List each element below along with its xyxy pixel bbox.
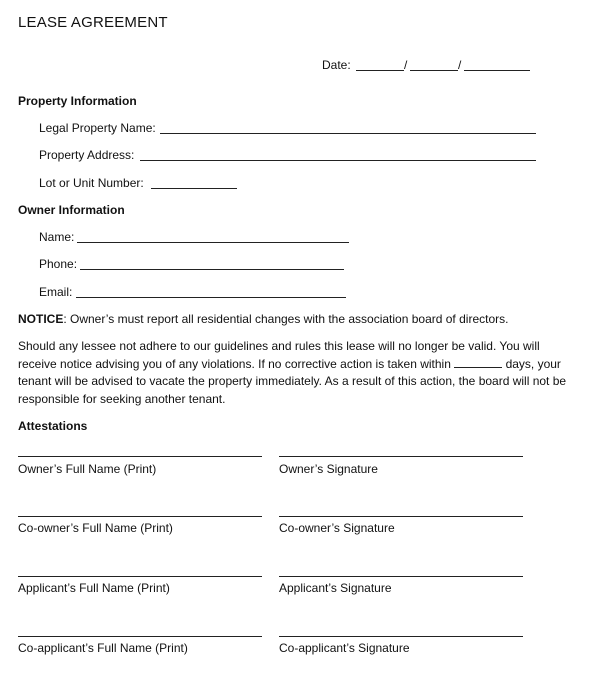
- date-year-field[interactable]: [464, 70, 530, 71]
- co-owner-full-name-field[interactable]: [18, 516, 262, 517]
- co-applicant-signature-field[interactable]: [279, 636, 523, 637]
- applicant-signature-label: Applicant’s Signature: [279, 581, 392, 595]
- co-owner-full-name-label: Co-owner’s Full Name (Print): [18, 521, 173, 535]
- notice-statement: [18, 312, 508, 326]
- applicant-full-name-label: Applicant’s Full Name (Print): [18, 581, 170, 595]
- owner-phone-label: Phone:: [39, 257, 78, 271]
- owner-email-label: Email:: [39, 285, 73, 299]
- lot-unit-number-label: Lot or Unit Number:: [39, 176, 144, 190]
- terms-text-after-blank: days, your tenant will be advised to vacate the property immediately. As a result of this action, the board will not be responsible for seeking another tenant.: [18, 356, 567, 406]
- terms-text-before-blank: Should any lessee not adhere to our guidelines and rules this lease will no longer be valid. You will receive notice advising you of any violations. If no corrective action is taken within: [18, 339, 540, 371]
- co-owner-signature-field[interactable]: [279, 516, 523, 517]
- property-information-heading: Property Information: [18, 94, 137, 108]
- co-applicant-full-name-label: Co-applicant’s Full Name (Print): [18, 641, 188, 655]
- property-address-field[interactable]: [140, 160, 536, 161]
- owner-full-name-label: Owner’s Full Name (Print): [18, 462, 157, 476]
- attestations-heading: Attestations: [18, 419, 88, 433]
- co-applicant-full-name-field[interactable]: [18, 636, 262, 637]
- owner-signature-label: Owner’s Signature: [279, 462, 378, 476]
- owner-full-name-field[interactable]: [18, 456, 262, 457]
- lot-unit-number-field[interactable]: [151, 188, 237, 189]
- date-month-field[interactable]: [356, 70, 404, 71]
- property-address-label: Property Address:: [39, 148, 135, 162]
- owner-name-field[interactable]: [77, 242, 349, 243]
- notice-lead: NOTICE: [18, 312, 64, 326]
- legal-property-name-field[interactable]: [160, 133, 536, 134]
- date-label: Date:: [322, 58, 351, 72]
- notice-text: : Owner’s must report all residential changes with the association board of directors.: [63, 312, 509, 326]
- owner-signature-field[interactable]: [279, 456, 523, 457]
- terms-paragraph: [18, 338, 578, 408]
- owner-name-label: Name:: [39, 230, 75, 244]
- owner-information-heading: Owner Information: [18, 203, 125, 217]
- co-owner-signature-label: Co-owner’s Signature: [279, 521, 395, 535]
- date-day-field[interactable]: [410, 70, 458, 71]
- date-separator: /: [404, 58, 408, 72]
- date-separator: /: [458, 58, 462, 72]
- applicant-full-name-field[interactable]: [18, 576, 262, 577]
- legal-property-name-label: Legal Property Name:: [39, 121, 156, 135]
- days-blank-field[interactable]: [454, 356, 502, 368]
- co-applicant-signature-label: Co-applicant’s Signature: [279, 641, 410, 655]
- applicant-signature-field[interactable]: [279, 576, 523, 577]
- document-title: LEASE AGREEMENT: [18, 14, 168, 31]
- owner-email-field[interactable]: [76, 297, 346, 298]
- owner-phone-field[interactable]: [80, 269, 344, 270]
